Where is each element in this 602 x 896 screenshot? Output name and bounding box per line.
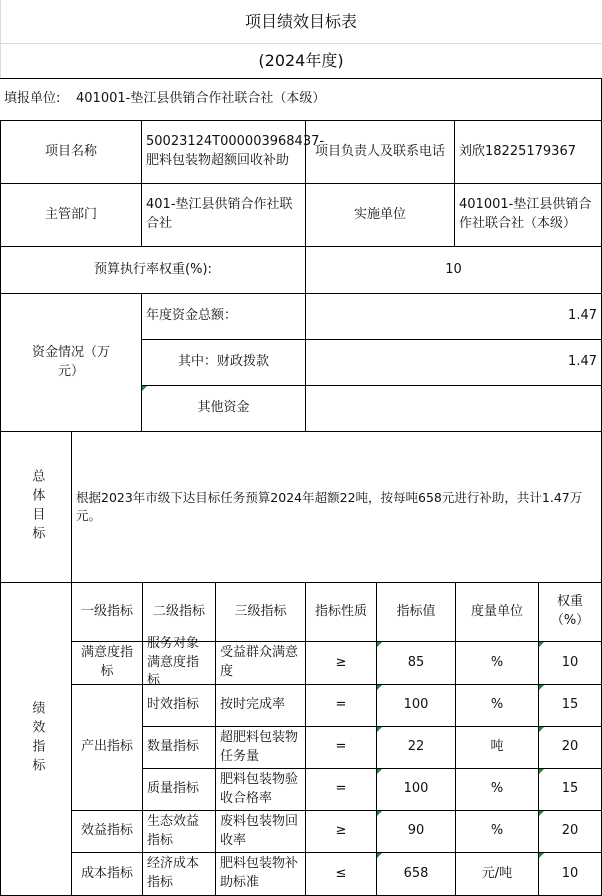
project-name-label: 项目名称	[0, 121, 142, 184]
funds-other-label: 其他资金	[142, 386, 306, 432]
output-level1: 产出指标	[72, 685, 143, 811]
overall-goal-label-text: 总体目标	[29, 469, 45, 545]
overall-goal-label	[0, 432, 72, 583]
row2-nature: =	[306, 727, 377, 769]
row3-nature: =	[306, 769, 377, 811]
row3-level2: 质量指标	[143, 769, 216, 811]
row1-weight: 15	[539, 685, 602, 727]
row5-level2: 经济成本指标	[143, 853, 216, 896]
funds-total-label: 年度资金总额：	[142, 294, 306, 340]
row2-unit: 吨	[456, 727, 539, 769]
row0-value: 85	[377, 642, 456, 685]
fill-unit-value: 401001-垫江县供销合作社联合社（本级）	[72, 78, 602, 121]
row0-level2: 服务对象满意度指标	[143, 642, 216, 685]
project-leader-label: 项目负责人及联系电话	[306, 121, 455, 184]
impl-unit-value: 401001-垫江县供销合作社联合社（本级）	[455, 184, 602, 247]
row1-nature: =	[306, 685, 377, 727]
header-level1: 一级指标	[72, 583, 143, 642]
row4-unit: %	[456, 811, 539, 853]
fill-unit-label: 填报单位:	[0, 78, 72, 121]
funds-label: 资金情况（万元）	[0, 294, 142, 432]
row1-level3: 按时完成率	[216, 685, 306, 727]
row5-value: 658	[377, 853, 456, 896]
row4-level1: 效益指标	[72, 811, 143, 853]
row0-level1: 满意度指标	[72, 642, 143, 685]
row5-level3: 肥料包装物补助标准	[216, 853, 306, 896]
year-subtitle: (2024年度)	[258, 51, 344, 71]
row1-value: 100	[377, 685, 456, 727]
department-label: 主管部门	[0, 184, 142, 247]
header-level2: 二级指标	[143, 583, 216, 642]
row2-weight: 20	[539, 727, 602, 769]
project-leader-value: 刘欣18225179367	[455, 121, 602, 184]
row0-level3: 受益群众满意度	[216, 642, 306, 685]
row2-value: 22	[377, 727, 456, 769]
funds-total-value: 1.47	[306, 294, 602, 340]
row3-level3: 肥料包装物验收合格率	[216, 769, 306, 811]
row4-level2: 生态效益指标	[143, 811, 216, 853]
row2-level3: 超肥料包装物任务量	[216, 727, 306, 769]
row2-level2: 数量指标	[143, 727, 216, 769]
header-value: 指标值	[377, 583, 456, 642]
row5-nature: ≤	[306, 853, 377, 896]
funds-other-value	[306, 386, 602, 432]
overall-goal-text: 根据2023年市级下达目标任务预算2024年超额22吨，按每吨658元进行补助，共计1.47万元。	[72, 432, 602, 583]
budget-weight-label: 预算执行率权重(%):	[0, 247, 306, 294]
performance-label-text: 绩效指标	[29, 701, 45, 777]
header-unit: 度量单位	[456, 583, 539, 642]
row4-weight: 20	[539, 811, 602, 853]
row1-level2: 时效指标	[143, 685, 216, 727]
header-level3: 三级指标	[216, 583, 306, 642]
department-value: 401-垫江县供销合作社联合社	[142, 184, 306, 247]
row0-unit: %	[456, 642, 539, 685]
row4-nature: ≥	[306, 811, 377, 853]
row4-level3: 废料包装物回收率	[216, 811, 306, 853]
row1-unit: %	[456, 685, 539, 727]
funds-fiscal-value: 1.47	[306, 340, 602, 386]
header-nature: 指标性质	[306, 583, 377, 642]
performance-label	[0, 583, 72, 896]
row4-value: 90	[377, 811, 456, 853]
budget-weight-value: 10	[306, 247, 602, 294]
project-name-value: 50023124T000003968437-肥料包装物超额回收补助	[142, 121, 306, 184]
row5-unit: 元/吨	[456, 853, 539, 896]
row0-weight: 10	[539, 642, 602, 685]
header-weight: 权重（%）	[539, 583, 602, 642]
row5-level1: 成本指标	[72, 853, 143, 896]
row3-value: 100	[377, 769, 456, 811]
funds-fiscal-label: 其中：财政拨款	[142, 340, 306, 386]
row3-weight: 15	[539, 769, 602, 811]
row5-weight: 10	[539, 853, 602, 896]
impl-unit-label: 实施单位	[306, 184, 455, 247]
page-title: 项目绩效目标表	[244, 11, 357, 31]
row0-nature: ≥	[306, 642, 377, 685]
row3-unit: %	[456, 769, 539, 811]
